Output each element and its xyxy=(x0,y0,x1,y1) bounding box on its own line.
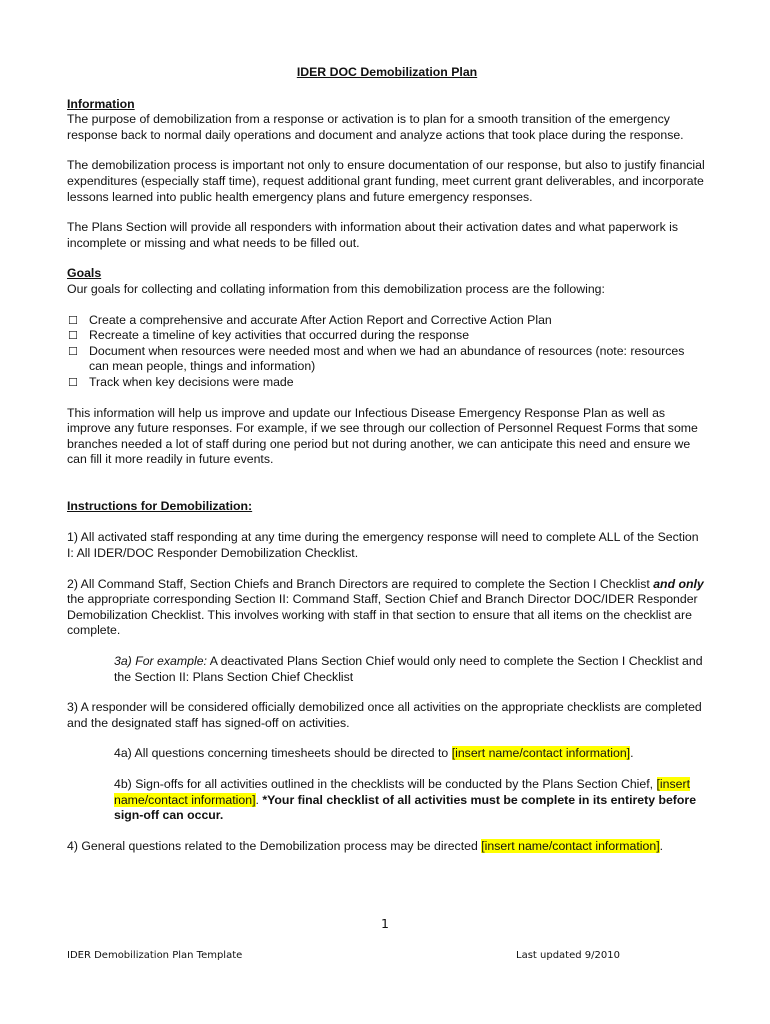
step-3a-label: 3a) For example: xyxy=(114,654,207,669)
section-spacer xyxy=(67,483,707,499)
goal-item-text: Create a comprehensive and accurate After Action Report and Corrective Action Plan xyxy=(89,312,552,327)
information-paragraph-2: The demobilization process is important not only to ensure documentation of our response, but also to justify financial expenditures (especially staff time), request additional grant funding, meet current grant deliverables, and incorporate lessons learned into public health emergency plans and future emergency responses. xyxy=(67,158,705,204)
instructions-heading: Instructions for Demobilization: xyxy=(67,498,253,513)
step-4-text-after: . xyxy=(659,838,664,853)
step-4-placeholder: [insert name/contact information] xyxy=(481,838,660,853)
goals-intro: Our goals for collecting and collating information from this demobilization process are the following: xyxy=(67,281,605,296)
step-4b-text-before: 4b) Sign-offs for all activities outlined in the checklists will be conducted by the Plans Section Chief, xyxy=(114,777,657,791)
checkbox-icon: ☐ xyxy=(68,344,78,358)
instruction-step-1: 1) All activated staff responding at any time during the emergency response will need to complete ALL of the Section I: All IDER/DOC Responder Demobilization Checklist. xyxy=(67,530,699,561)
step-4a-placeholder: [insert name/contact information] xyxy=(451,746,631,761)
checkbox-icon: ☐ xyxy=(68,329,78,343)
checkbox-icon: ☐ xyxy=(68,313,78,327)
step-4a-text-before: 4a) All questions concerning timesheets should be directed to xyxy=(114,746,452,761)
document-title: IDER DOC Demobilization Plan xyxy=(296,65,478,79)
goal-item xyxy=(67,344,707,375)
footer-last-updated: Last updated 9/2010 xyxy=(516,950,620,961)
step-3a-text: A deactivated Plans Section Chief would only need to complete the Section I Checklist and the Section II: Plans Section Chief Checklist xyxy=(114,654,703,684)
goal-item xyxy=(67,375,707,391)
step-2-text-after: the appropriate corresponding Section II: Command Staff, Section Chief and Branch Director DOC/IDER Responder Demobilization Checklist. This involves working with staff in that section to ensure that all items on the checklist are complete. xyxy=(67,592,698,638)
instruction-step-3: 3) A responder will be considered officially demobilized once all activities on the appropriate checklists are completed and the designated staff has signed-off on activities. xyxy=(67,700,702,730)
instruction-step-4a xyxy=(114,746,707,762)
goals-closing-paragraph: This information will help us improve and update our Infectious Disease Emergency Response Plan as well as improve any future responses. For example, if we see through our collection of Personnel Request Forms that some branches needed a lot of staff during one period but not during another, we can anticipate this need and ensure we can fill it more readily in future events. xyxy=(67,405,698,467)
information-heading: Information xyxy=(67,96,135,111)
information-paragraph-3: The Plans Section will provide all responders with information about their activation dates and what paperwork is incomplete or missing and what needs to be filled out. xyxy=(67,220,679,250)
step-2-text-before: 2) All Command Staff, Section Chiefs and Branch Directors are required to complete the Section I Checklist xyxy=(67,576,654,591)
goal-item-text: Track when key decisions were made xyxy=(89,374,294,389)
instruction-step-4b xyxy=(114,777,707,824)
instruction-step-4 xyxy=(67,839,707,855)
step-4a-text-after: . xyxy=(630,746,634,761)
goal-item-text: Document when resources were needed most and when we had an abundance of resources (note: resources can mean people, things and information) xyxy=(89,343,685,374)
step-4b-bold-note: *Your final checklist of all activities must be complete in its entirety before sign-off can occur. xyxy=(114,792,697,823)
goal-item xyxy=(67,313,707,329)
step-2-emphasis: and only xyxy=(653,576,704,591)
goals-heading: Goals xyxy=(67,266,102,281)
document-body xyxy=(67,65,707,869)
footer-document-name: IDER Demobilization Plan Template xyxy=(67,950,243,961)
information-paragraph-1: The purpose of demobilization from a response or activation is to plan for a smooth transition of the emergency response back to normal daily operations and document and analyze actions that took place during the response. xyxy=(67,112,684,142)
checkbox-icon: ☐ xyxy=(68,375,78,389)
instruction-step-3a xyxy=(114,654,707,685)
page-number: 1 xyxy=(381,916,389,931)
instruction-step-2 xyxy=(67,577,707,639)
goals-checklist xyxy=(67,313,707,391)
step-4b-placeholder: [insert name/contact information] xyxy=(114,777,690,807)
step-4b-text-middle: . xyxy=(255,792,263,807)
step-4-text-before: 4) General questions related to the Demobilization process may be directed xyxy=(67,838,482,853)
goal-item-text: Recreate a timeline of key activities that occurred during the response xyxy=(89,328,470,343)
goal-item xyxy=(67,328,707,344)
